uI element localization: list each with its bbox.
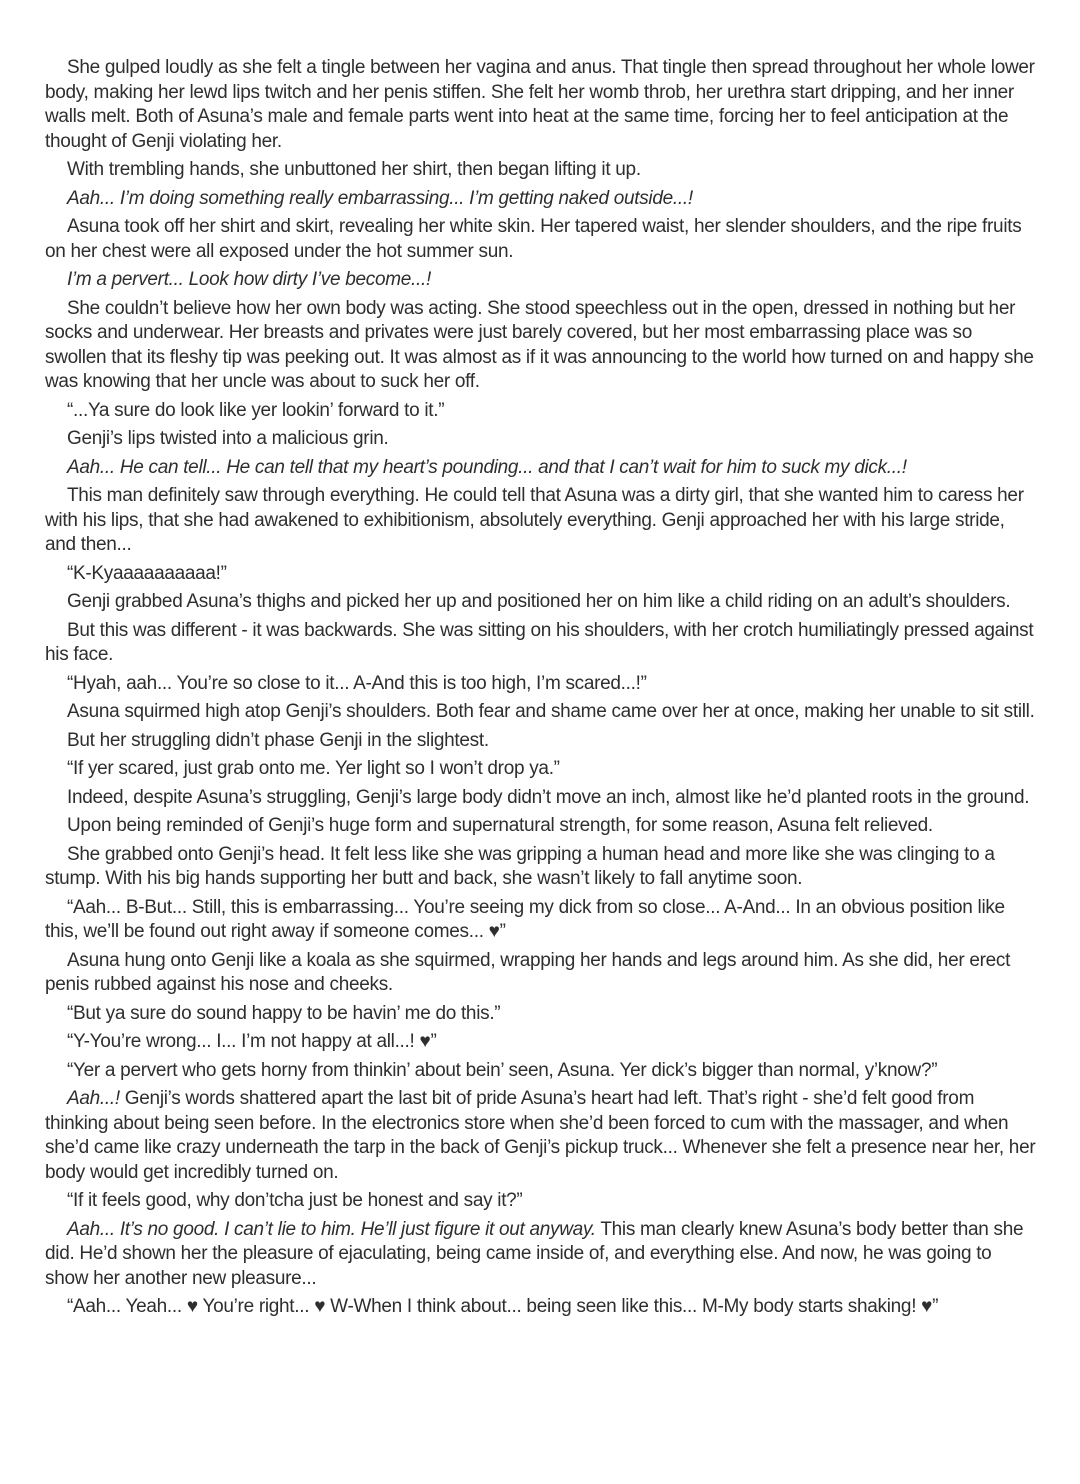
narration-paragraph: Asuna squirmed high atop Genji’s shoulders. Both fear and shame came over her at once, making her unable to sit still. xyxy=(67,701,1035,722)
narration-paragraph: This man definitely saw through everything. He could tell that Asuna was a dirty girl, that she wanted him to caress her with his lips, that she had awakened to exhibitionism, absolutely everything. Genji approached her with his large stride, and then... xyxy=(45,485,1024,555)
dialogue-paragraph: “Yer a pervert who gets horny from thinkin’ about bein’ seen, Asuna. Yer dick’s bigger than normal, y’know?” xyxy=(67,1059,938,1081)
narration-paragraph: Upon being reminded of Genji’s huge form and supernatural strength, for some reason, Asuna felt relieved. xyxy=(67,815,933,836)
narration-fragment: This man clearly knew Asuna’s body better than she did. He’d shown her the pleasure of ejaculating, being came inside of, and everything else. And now, he was going to show her another new pleasure... xyxy=(45,1218,1024,1289)
narration-paragraph: She gulped loudly as she felt a tingle between her vagina and anus. That tingle then spread throughout her whole lower body, making her lewd lips twitch and her penis stiffen. She felt her womb throb, her urethra start dripping, and her inner walls melt. Both of Asuna’s male and female parts went into heat at the same time, forcing her to feel anticipation at the thought of Genji violating her. xyxy=(45,57,1035,152)
narration-paragraph: Asuna took off her shirt and skirt, revealing her white skin. Her tapered waist, her slender shoulders, and the ripe fruits on her chest were all exposed under the hot summer sun. xyxy=(45,216,1022,262)
narration-paragraph xyxy=(45,1087,1038,1185)
narration-paragraph xyxy=(45,1218,1038,1292)
narration-paragraph: She grabbed onto Genji’s head. It felt less like she was gripping a human head and more like she was clinging to a stump. With his big hands supporting her butt and back, she wasn’t likely to fall anytime soon. xyxy=(45,843,995,889)
thought-paragraph: Aah... He can tell... He can tell that my heart’s pounding... and that I can’t wait for him to suck my dick...! xyxy=(67,456,907,478)
thought-fragment: Aah... It’s no good. I can’t lie to him. He’ll just figure it out anyway. xyxy=(67,1218,596,1240)
dialogue-paragraph: “...Ya sure do look like yer lookin’ forward to it.” xyxy=(67,399,445,421)
dialogue-paragraph: “If it feels good, why don’tcha just be honest and say it?” xyxy=(67,1190,523,1211)
narration-paragraph: Asuna hung onto Genji like a koala as she squirmed, wrapping her hands and legs around him. As she did, her erect penis rubbed against his nose and cheeks. xyxy=(45,949,1011,995)
dialogue-paragraph: “But ya sure do sound happy to be havin’ me do this.” xyxy=(67,1002,501,1024)
narration-paragraph: But this was different - it was backwards. She was sitting on his shoulders, with her crotch humiliatingly pressed against his face. xyxy=(45,619,1034,665)
narration-paragraph: With trembling hands, she unbuttoned her shirt, then began lifting it up. xyxy=(67,159,641,180)
dialogue-paragraph: “Y-You’re wrong... I... I’m not happy at all...! ♥” xyxy=(67,1031,437,1052)
thought-paragraph: I’m a pervert... Look how dirty I’ve become...! xyxy=(67,269,431,290)
dialogue-paragraph: “Hyah, aah... You’re so close to it... A-And this is too high, I’m scared...!” xyxy=(67,672,647,694)
narration-paragraph: She couldn’t believe how her own body was acting. She stood speechless out in the open, dressed in nothing but her socks and underwear. Her breasts and privates were just barely covered, but her most embarrassing place was so swollen that its fleshy tip was peeking out. It was almost as if it was announcing to the world how turned on and happy she was knowing that her uncle was about to suck her off. xyxy=(45,297,1034,392)
dialogue-paragraph: “Aah... Yeah... ♥ You’re right... ♥ W-When I think about... being seen like this... M-My body starts shaking! ♥” xyxy=(67,1296,939,1317)
thought-paragraph: Aah... I’m doing something really embarrassing... I’m getting naked outside...! xyxy=(67,187,693,209)
narration-fragment: Genji’s words shattered apart the last bit of pride Asuna’s heart had left. That’s right - she’d felt good from thinking about being seen before. In the electronics store when she’d been forced to cum with the massager, and when she’d came like crazy underneath the tarp in the back of Genji’s pickup truck... Whenever she felt a presence near her, her body would get incredibly turned on. xyxy=(45,1088,1036,1183)
narration-paragraph: Genji’s lips twisted into a malicious grin. xyxy=(67,428,389,449)
narration-paragraph: But her struggling didn’t phase Genji in the slightest. xyxy=(67,729,489,751)
dialogue-paragraph: “If yer scared, just grab onto me. Yer light so I won’t drop ya.” xyxy=(67,758,560,779)
dialogue-paragraph: “K-Kyaaaaaaaaaa!” xyxy=(67,562,227,584)
narration-paragraph: Indeed, despite Asuna’s struggling, Genji’s large body didn’t move an inch, almost like he’d planted roots in the ground. xyxy=(67,786,1030,808)
thought-fragment: Aah...! xyxy=(67,1088,120,1109)
dialogue-paragraph: “Aah... B-But... Still, this is embarrassing... You’re seeing my dick from so close... A-And... In an obvious position like this, we’ll be found out right away if someone comes... ♥” xyxy=(45,896,1005,942)
narration-paragraph: Genji grabbed Asuna’s thighs and picked her up and positioned her on him like a child riding on an adult’s shoulders. xyxy=(67,591,1011,612)
